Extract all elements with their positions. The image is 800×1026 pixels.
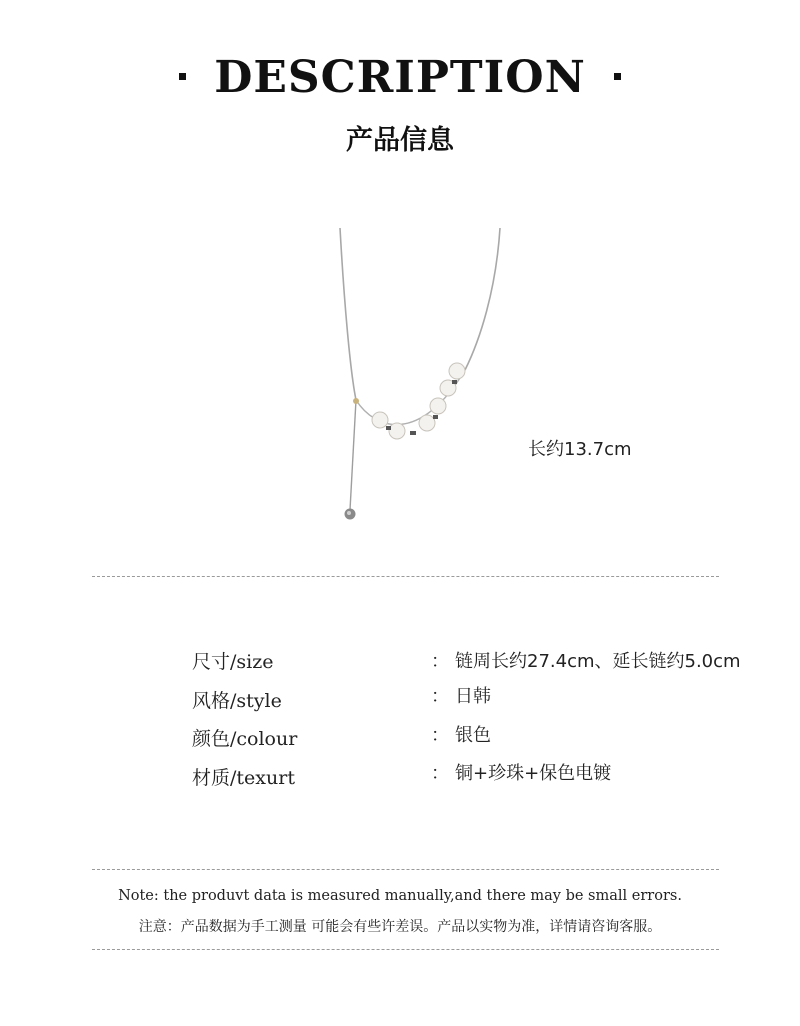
- spec-row-style: [0, 686, 800, 716]
- spec-value: 银色: [455, 725, 491, 746]
- spec-key: 颜色/colour: [192, 728, 298, 750]
- spec-row-size: [0, 647, 800, 677]
- spec-colon: ：: [431, 763, 449, 784]
- page-subtitle: 产品信息: [346, 125, 454, 156]
- spec-row-material: [0, 763, 800, 793]
- divider: [92, 576, 719, 577]
- spec-key: 风格/style: [192, 690, 282, 712]
- spec-value: 日韩: [455, 686, 491, 707]
- spec-key: 材质/texurt: [192, 767, 295, 789]
- length-label: 长约13.7cm: [528, 439, 632, 460]
- title-text: DESCRIPTION: [214, 52, 586, 103]
- necklace-image: [320, 220, 520, 530]
- note-chinese: 注意：产品数据为手工测量 可能会有些许差误。产品以实物为准，详情请咨询客服。: [138, 919, 662, 935]
- spec-value: 链周长约27.4cm、延长链约5.0cm: [455, 651, 741, 672]
- page-title: [0, 52, 800, 103]
- divider: [92, 949, 719, 950]
- bullet-dot-icon: [179, 73, 186, 80]
- divider: [92, 869, 719, 870]
- spec-key: 尺寸/size: [192, 651, 274, 673]
- bullet-dot-icon: [614, 73, 621, 80]
- spec-colon: ：: [431, 651, 449, 672]
- spec-colon: ：: [431, 686, 449, 707]
- spec-value: 铜+珍珠+保色电镀: [455, 763, 612, 784]
- spec-colon: ：: [431, 725, 449, 746]
- note-english: Note: the produvt data is measured manually,and there may be small errors.: [118, 888, 682, 904]
- spec-row-colour: [0, 724, 800, 754]
